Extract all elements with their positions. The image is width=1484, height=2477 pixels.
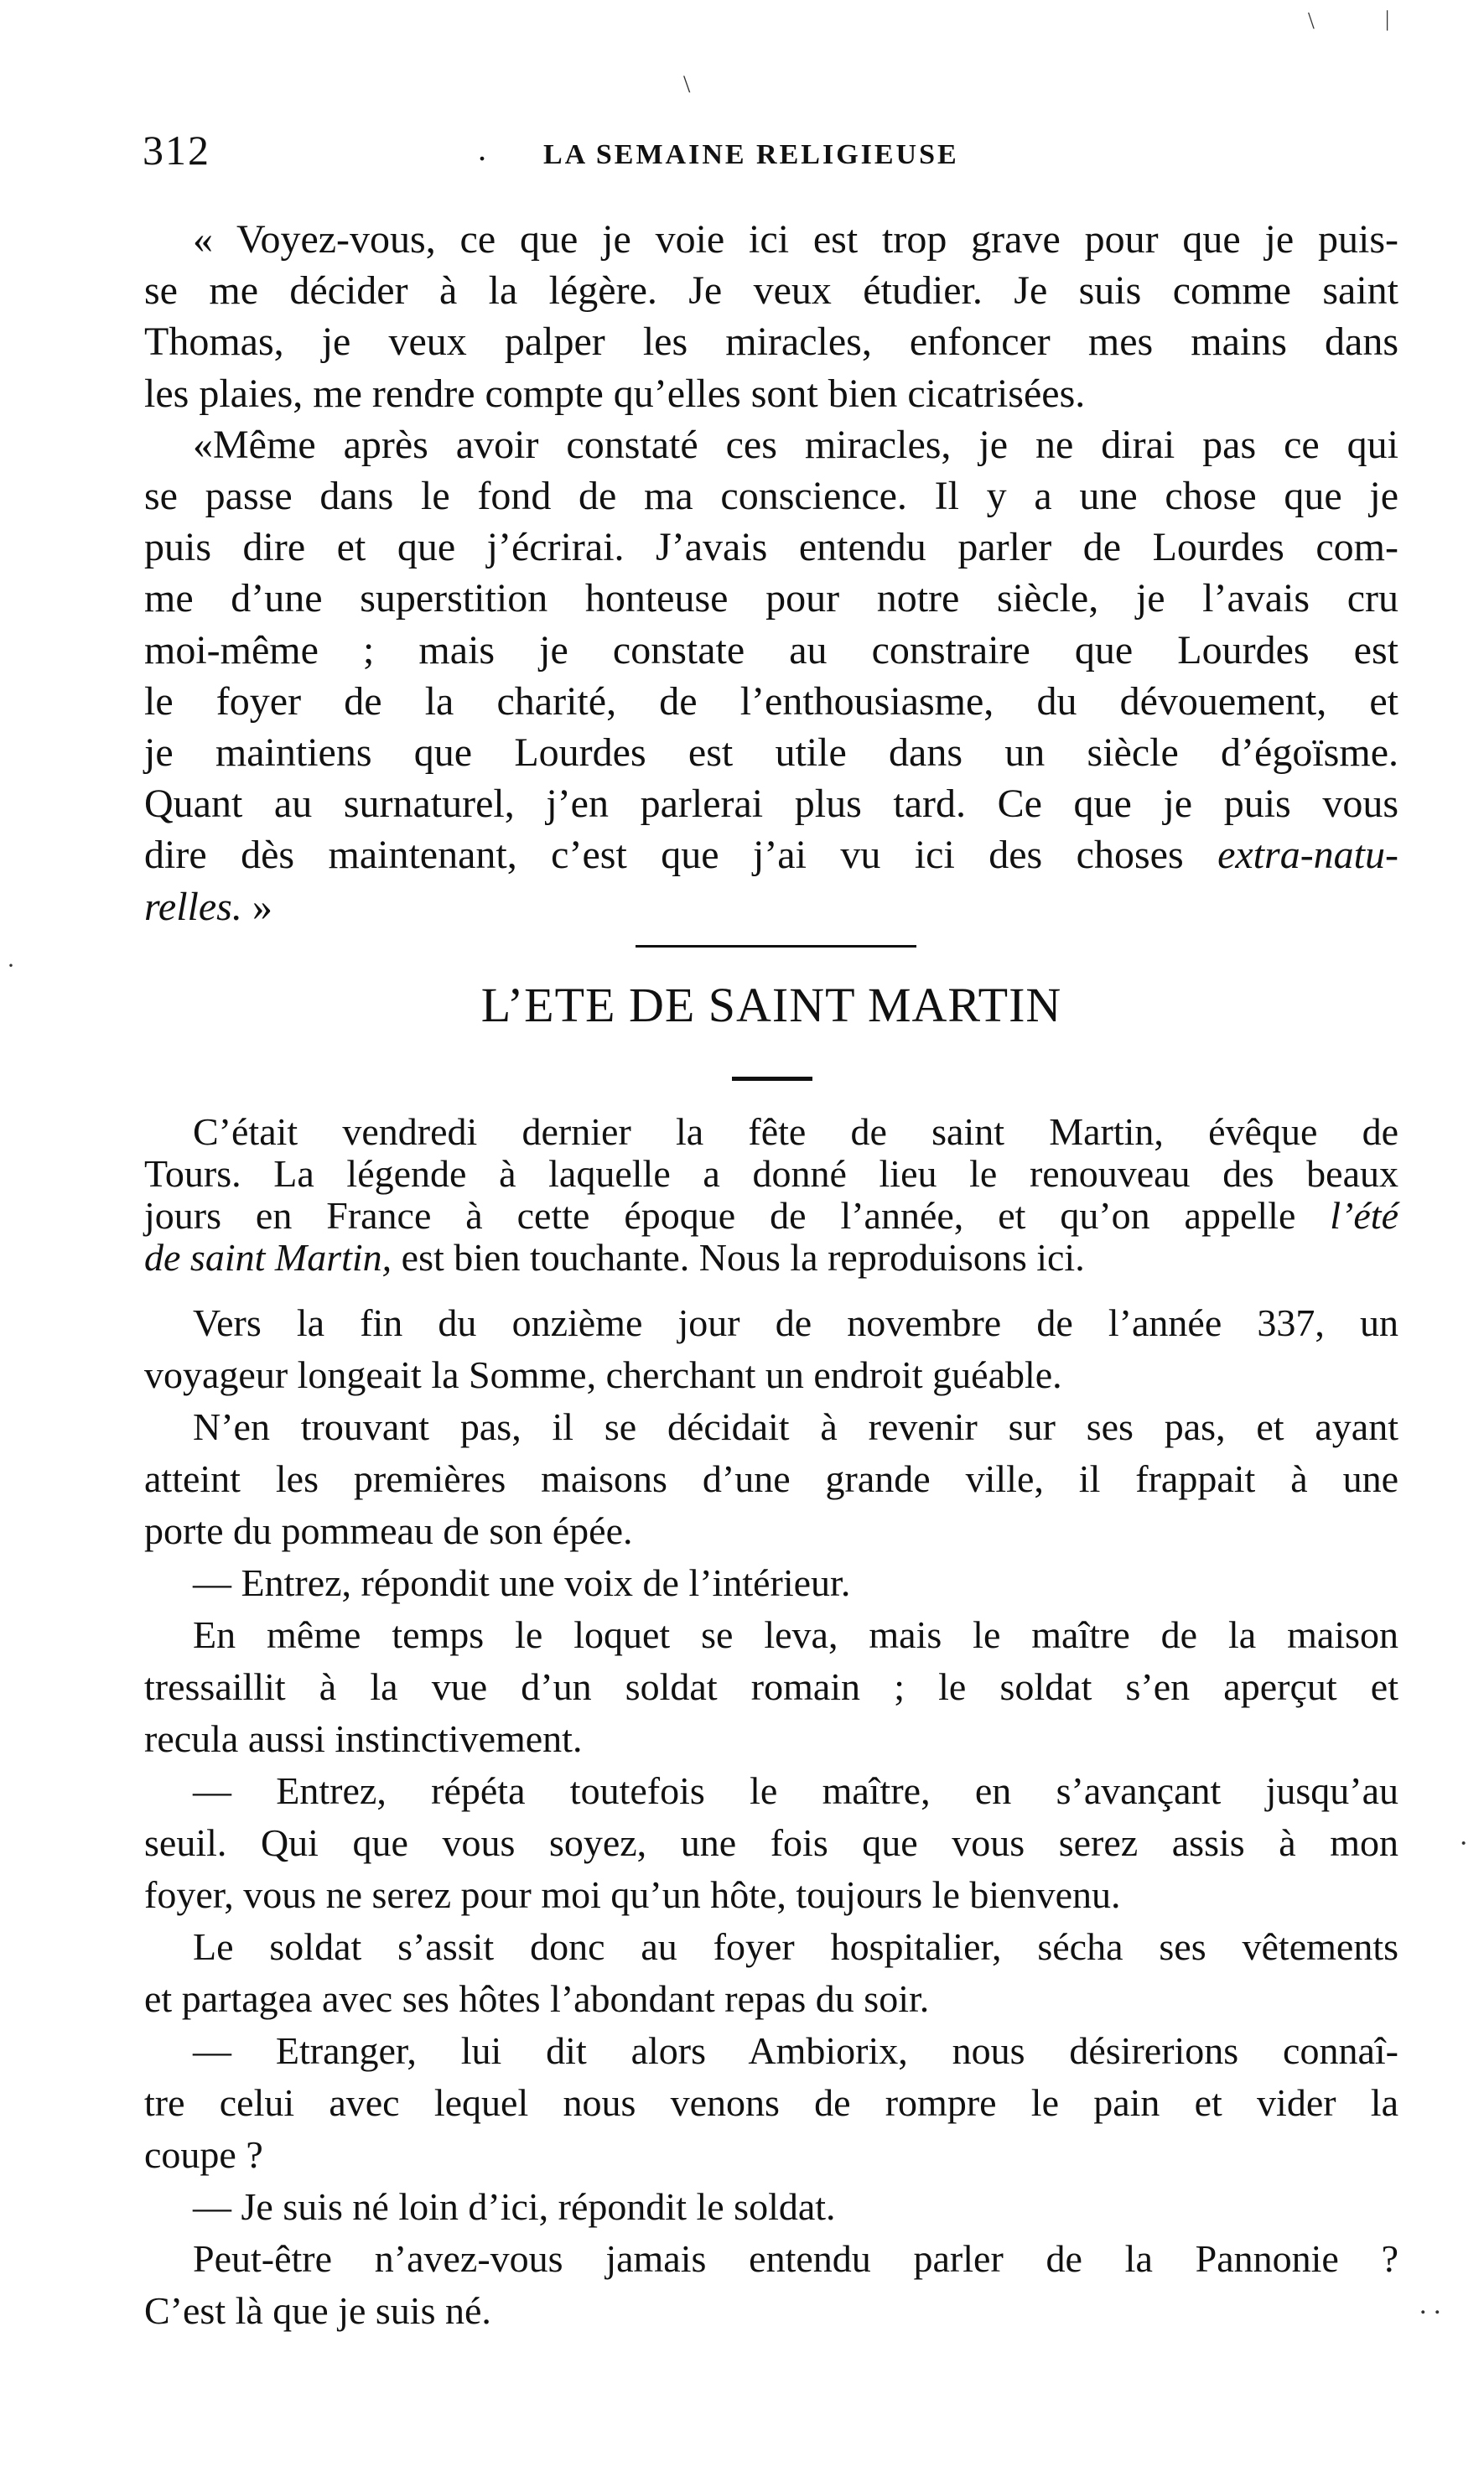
text-line: de saint Martin, est bien touchante. Nous la reproduisons ici. (144, 1236, 1085, 1279)
text-line: moi-même ; mais je constate au constraire que Lourdes est (144, 627, 1398, 672)
paragraph (144, 2182, 1398, 2231)
text-line: les plaies, me rendre compte qu’elles sont bien cicatrisées. (144, 371, 1086, 416)
italic-text: extra-natu- (1217, 833, 1398, 878)
title-underline-rule (732, 1077, 812, 1081)
text-line: voyageur longeait la Somme, cherchant un endroit guéable. (144, 1353, 1062, 1396)
text-line: je maintiens que Lourdes est utile dans un siècle d’égoïsme. (144, 730, 1398, 776)
quote-block (144, 214, 1398, 932)
text-line: puis dire et que j’écrirai. J’avais entendu parler de Lourdes com- (144, 525, 1398, 570)
italic-text: de saint Martin, (144, 1236, 392, 1279)
paragraph (144, 1922, 1398, 2023)
head-separator-dot: . (478, 130, 486, 168)
paragraph (144, 1298, 1398, 1399)
text-line: — Entrez, répondit une voix de l’intérieur. (193, 1561, 851, 1604)
text-line: me d’une superstition honteuse pour notre siècle, je l’avais cru (144, 576, 1398, 621)
paragraph (144, 2026, 1398, 2179)
print-speck: . . (1419, 2289, 1441, 2320)
paragraph (144, 2234, 1398, 2335)
text-line: et partagea avec ses hôtes l’abondant repas du soir. (144, 1977, 930, 2020)
text-line: recula aussi instinctivement. (144, 1717, 583, 1760)
intro-paragraph (144, 1111, 1398, 1279)
text-line: C’est là que je suis né. (144, 2289, 491, 2332)
paragraph (144, 1766, 1398, 1919)
text-line: C’était vendredi dernier la fête de saint Martin, évêque de (193, 1110, 1398, 1153)
print-speck: · (1459, 1828, 1469, 1859)
section-title: L’ETE DE SAINT MARTIN (480, 978, 1062, 1032)
text-line: En même temps le loquet se leva, mais le maître de la maison (193, 1613, 1398, 1656)
text-line: atteint les premières maisons d’une grande ville, il frappait à une (144, 1457, 1398, 1500)
text-line: tressaillit à la vue d’un soldat romain ; le soldat s’en aperçut et (144, 1665, 1398, 1708)
text-line: — Entrez, répéta toutefois le maître, en s’avançant jusqu’au (193, 1769, 1398, 1812)
text-line: Vers la fin du onzième jour de novembre de l’année 337, un (193, 1301, 1398, 1344)
text-line: le foyer de la charité, de l’enthousiasme, du dévouement, et (144, 678, 1398, 724)
running-head (143, 126, 1400, 176)
paragraph (144, 1402, 1398, 1555)
text-line: se me décider à la légère. Je veux étudier. Je suis comme saint (144, 268, 1398, 314)
paragraph (144, 1610, 1398, 1763)
text-line: foyer, vous ne serez pour moi qu’un hôte, toujours le bienvenu. (144, 1873, 1121, 1916)
text-line: Tours. La légende à laquelle a donné lieu le renouveau des beaux (144, 1152, 1398, 1195)
italic-text: l’été (1330, 1194, 1398, 1237)
text-line: Quant au surnaturel, j’en parlerai plus tard. Ce que je puis vous (144, 782, 1398, 827)
text-line: « Voyez-vous, ce que je voie ici est trop grave pour que je puis- (193, 217, 1398, 262)
text-line: se passe dans le fond de ma conscience. Il y a une chose que je (144, 474, 1398, 519)
text-line: seuil. Qui que vous soyez, une fois que vous serez assis à mon (144, 1821, 1398, 1864)
paragraph (144, 1558, 1398, 1607)
running-title: LA SEMAINE RELIGIEUSE (543, 139, 959, 170)
text-line: — Je suis né loin d’ici, répondit le soldat. (193, 2185, 836, 2228)
italic-text: relles. (144, 884, 242, 929)
text-line: «Même après avoir constaté ces miracles, je ne dirai pas ce qui (193, 422, 1398, 467)
print-speck: · (7, 952, 15, 979)
text-line: relles. » (144, 884, 272, 929)
story-text (144, 1298, 1398, 2338)
separator-rule (636, 945, 916, 948)
text-line: coupe ? (144, 2133, 263, 2176)
print-speck: \ (1308, 8, 1315, 34)
text-line: Le soldat s’assit donc au foyer hospitalier, sécha ses vêtements (193, 1925, 1398, 1968)
text-line: jours en France à cette époque de l’année, et qu’on appelle l’été (144, 1194, 1398, 1237)
text-line: tre celui avec lequel nous venons de rompre le pain et vider la (144, 2081, 1398, 2124)
page-number: 312 (143, 127, 210, 174)
text-line: porte du pommeau de son épée. (144, 1509, 633, 1552)
print-speck: | (1385, 7, 1390, 31)
text-line: dire dès maintenant, c’est que j’ai vu ici des choses extra-natu- (144, 833, 1398, 878)
print-speck: \ (683, 70, 691, 98)
text-line: Thomas, je veux palper les miracles, enfoncer mes mains dans (144, 319, 1398, 365)
text-line: Peut-être n’avez-vous jamais entendu parler de la Pannonie ? (193, 2237, 1398, 2280)
text-line: N’en trouvant pas, il se décidait à revenir sur ses pas, et ayant (193, 1405, 1398, 1448)
text-line: — Etranger, lui dit alors Ambiorix, nous désirerions connaî- (193, 2029, 1398, 2072)
